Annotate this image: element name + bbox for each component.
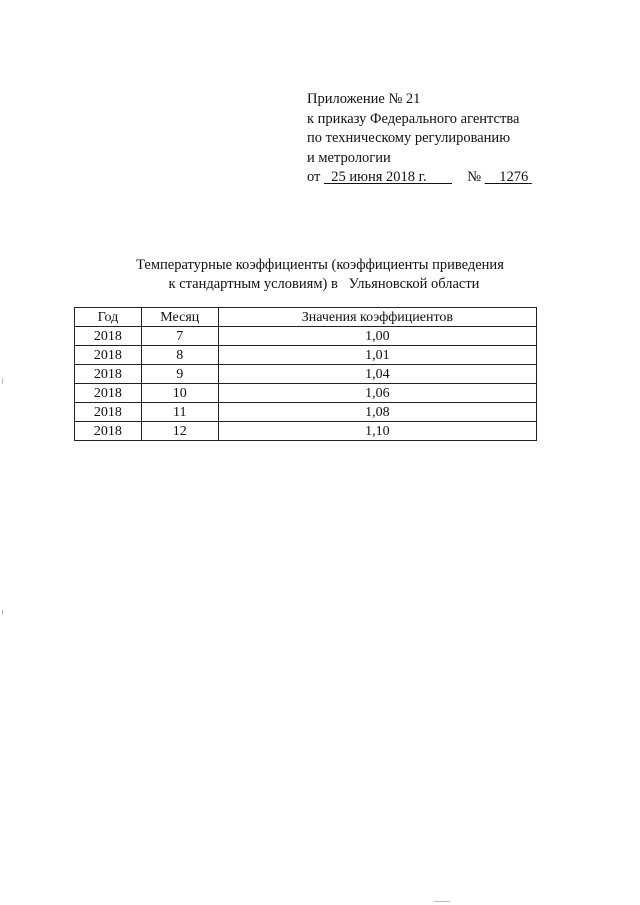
- cell-month: 10: [141, 384, 218, 403]
- appendix-header: [307, 90, 532, 188]
- order-date: 25 июня 2018 г.: [331, 169, 427, 185]
- number-label: №: [467, 169, 482, 185]
- cell-year: 2018: [75, 384, 142, 403]
- scan-artifact: [2, 378, 3, 384]
- appendix-agency-line-2: и метрологии: [307, 149, 391, 166]
- document-title: [0, 256, 640, 294]
- cell-coefficient: 1,10: [218, 422, 536, 441]
- table-row: [75, 403, 537, 422]
- table-row: [75, 365, 537, 384]
- order-date-number: [307, 168, 532, 188]
- scan-artifact: [434, 901, 450, 902]
- coefficients-table: [74, 307, 537, 441]
- from-label: от: [307, 169, 321, 185]
- cell-coefficient: 1,04: [218, 365, 536, 384]
- cell-month: 7: [141, 327, 218, 346]
- cell-year: 2018: [75, 403, 142, 422]
- appendix-agency-line: по техническому регулированию: [307, 130, 511, 146]
- header-month: Месяц: [141, 308, 218, 327]
- order-number: 1276: [499, 169, 529, 185]
- header-year: Год: [75, 308, 142, 327]
- cell-month: 8: [141, 346, 218, 365]
- title-line-2: к стандартным условиям) в Ульяновской области: [168, 276, 480, 292]
- cell-coefficient: 1,01: [218, 346, 536, 365]
- table-row: [75, 422, 537, 441]
- title-line-1: Температурные коэффициенты (коэффициенты приведения: [136, 257, 504, 273]
- cell-month: 11: [141, 403, 218, 422]
- table-row: [75, 346, 537, 365]
- header-coefficient: Значения коэффициентов: [218, 308, 536, 327]
- appendix-order-ref: к приказу Федерального агентства: [307, 110, 520, 127]
- cell-year: 2018: [75, 327, 142, 346]
- cell-month: 9: [141, 365, 218, 384]
- cell-coefficient: 1,00: [218, 327, 536, 346]
- table-header-row: [75, 308, 537, 327]
- cell-coefficient: 1,08: [218, 403, 536, 422]
- cell-coefficient: 1,06: [218, 384, 536, 403]
- cell-year: 2018: [75, 346, 142, 365]
- scan-artifact: [2, 610, 3, 615]
- cell-month: 12: [141, 422, 218, 441]
- cell-year: 2018: [75, 365, 142, 384]
- cell-year: 2018: [75, 422, 142, 441]
- table-row: [75, 384, 537, 403]
- table-row: [75, 327, 537, 346]
- appendix-number: Приложение № 21: [307, 91, 421, 107]
